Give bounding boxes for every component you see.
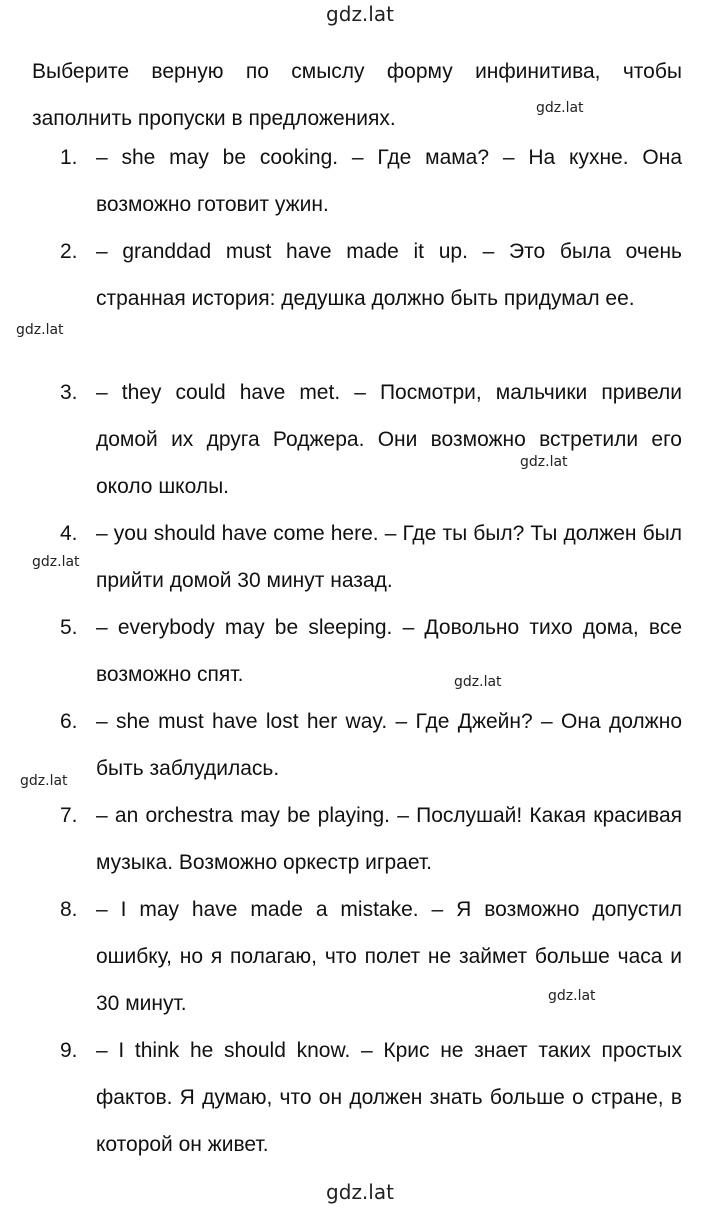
item-text: – I may have made a mistake. – Я возможно допустил ошибку, но я полагаю, что полет не займет больше часа и 30 минут. bbox=[96, 898, 682, 1015]
item-text: – granddad must have made it up. – Это была очень странная история: дедушка должно быть придумал ее. bbox=[96, 240, 682, 310]
list-item-5 bbox=[60, 604, 682, 698]
watermark-inline: gdz.lat bbox=[536, 100, 584, 116]
watermark-inline: gdz.lat bbox=[520, 454, 568, 470]
item-text: – everybody may be sleeping. – Довольно тихо дома, все возможно спят. bbox=[96, 616, 682, 686]
watermark-inline: gdz.lat bbox=[548, 988, 596, 1004]
watermark-inline: gdz.lat bbox=[454, 674, 502, 690]
item-number: 6. bbox=[60, 710, 78, 733]
list-item-1 bbox=[60, 134, 682, 228]
item-number: 4. bbox=[60, 522, 78, 545]
item-text: – she must have lost her way. – Где Джейн? – Она должно быть заблудилась. bbox=[96, 710, 682, 780]
list-item-8 bbox=[60, 886, 682, 1027]
item-number: 8. bbox=[60, 898, 78, 921]
task-instruction: Выберите верную по смыслу форму инфинитива, чтобы заполнить пропуски в предложениях. bbox=[32, 60, 682, 130]
watermark-inline: gdz.lat bbox=[16, 322, 64, 338]
item-number: 2. bbox=[60, 240, 78, 263]
item-number: 7. bbox=[60, 804, 78, 827]
item-number: 3. bbox=[60, 381, 78, 404]
item-number: 5. bbox=[60, 616, 78, 639]
list-item-9 bbox=[60, 1027, 682, 1168]
list-item-6 bbox=[60, 698, 682, 792]
watermark-top: gdz.lat bbox=[326, 2, 394, 26]
list-item-7 bbox=[60, 792, 682, 886]
item-text: – an orchestra may be playing. – Послушай! Какая красивая музыка. Возможно оркестр играет. bbox=[96, 804, 682, 874]
watermark-bottom: gdz.lat bbox=[326, 1180, 394, 1204]
item-text: – they could have met. – Посмотри, мальчики привели домой их друга Роджера. Они возможно встретили его около школы. bbox=[96, 381, 682, 498]
list-item-2 bbox=[60, 228, 682, 322]
item-number: 9. bbox=[60, 1039, 78, 1062]
watermark-inline: gdz.lat bbox=[20, 773, 68, 789]
list-item-4 bbox=[60, 510, 682, 604]
item-text: – you should have come here. – Где ты был? Ты должен был прийти домой 30 минут назад. bbox=[96, 522, 682, 592]
item-text: – she may be cooking. – Где мама? – На кухне. Она возможно готовит ужин. bbox=[96, 146, 682, 216]
item-text: – I think he should know. – Крис не знает таких простых фактов. Я думаю, что он должен знать больше о стране, в которой он живет. bbox=[96, 1039, 682, 1156]
item-number: 1. bbox=[60, 146, 78, 169]
watermark-inline: gdz.lat bbox=[32, 554, 80, 570]
list-item-3 bbox=[60, 369, 682, 510]
